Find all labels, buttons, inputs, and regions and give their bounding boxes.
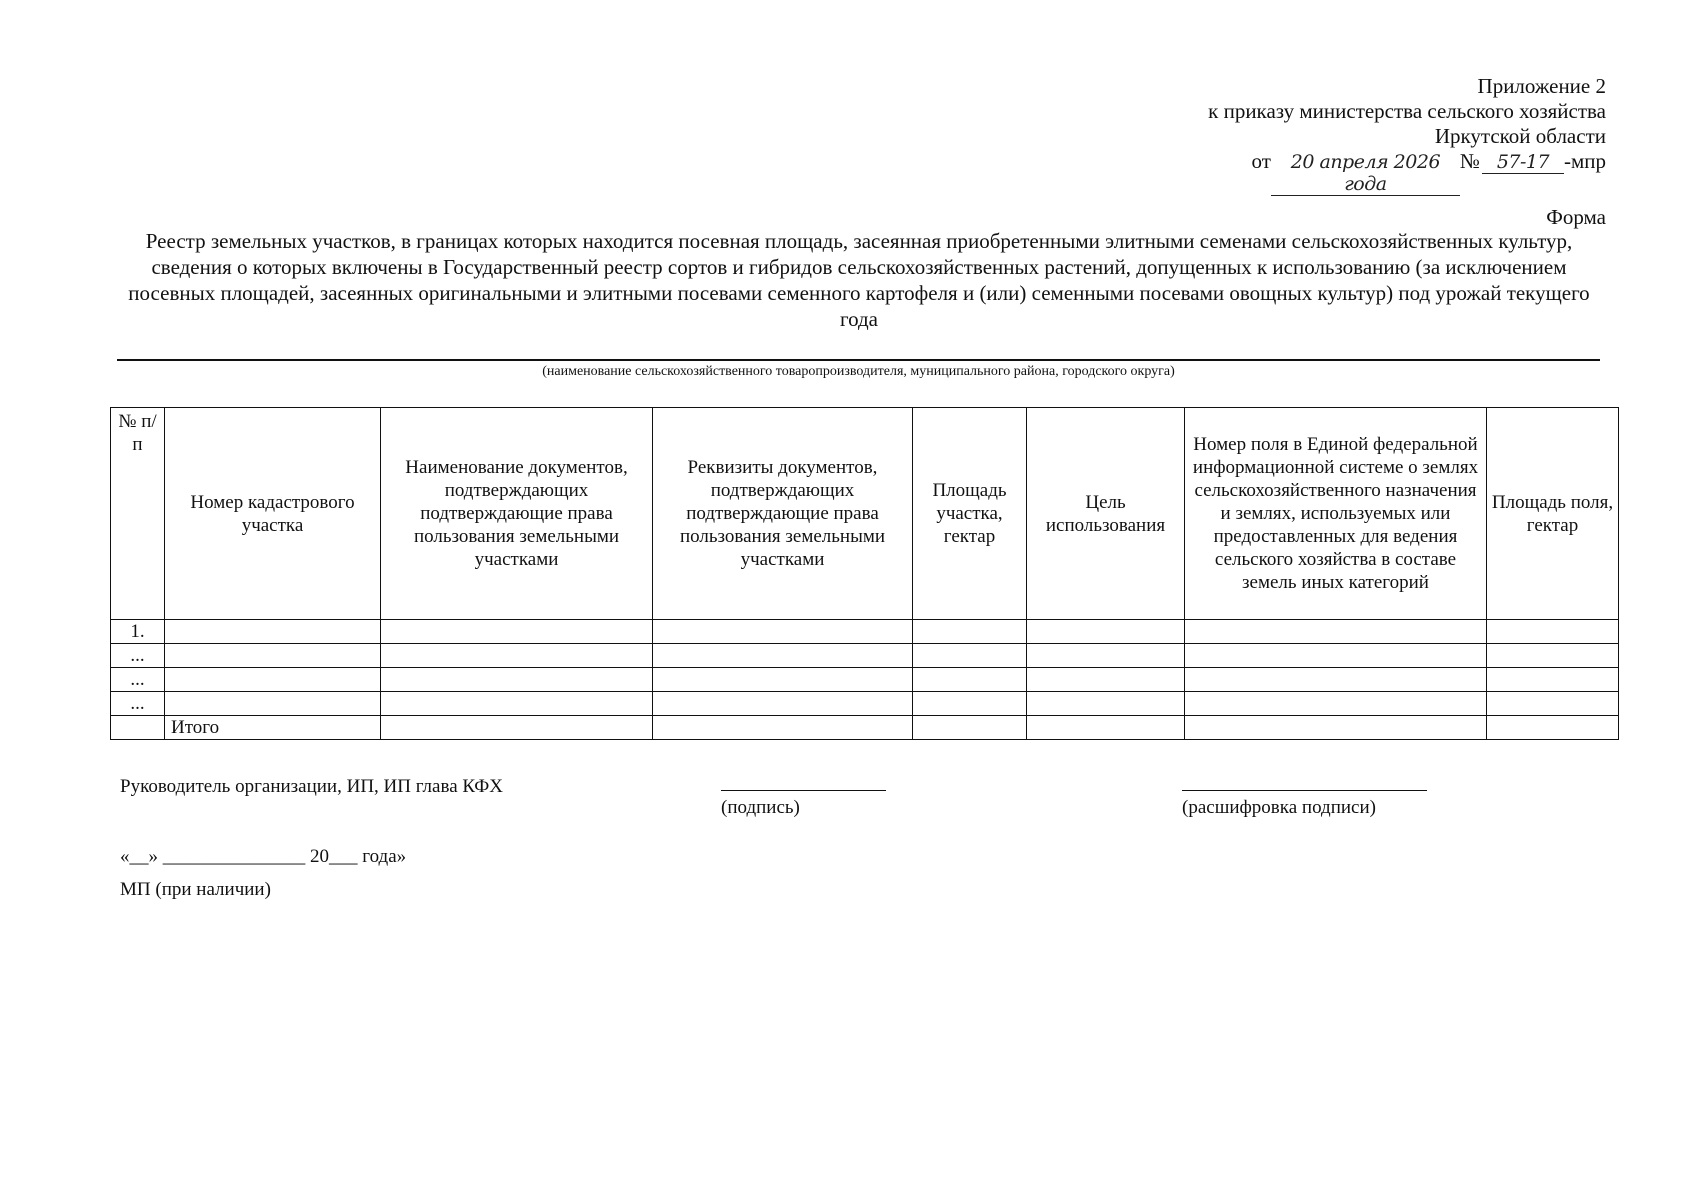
table-total-row — [111, 716, 1619, 740]
table-cell[interactable] — [913, 620, 1027, 644]
order-prefix: от — [1251, 149, 1271, 173]
table-cell[interactable] — [381, 668, 653, 692]
signer-role: Руководитель организации, ИП, ИП глава КФХ — [120, 776, 503, 797]
table-cell[interactable] — [165, 644, 381, 668]
order-number-sign: № — [1459, 149, 1480, 173]
table-cell[interactable] — [381, 620, 653, 644]
order-suffix: -мпр — [1563, 149, 1606, 173]
sign-date-line: «__» _______________ 20___ года» — [120, 846, 407, 867]
table-cell[interactable] — [1487, 716, 1619, 740]
signature-decode-caption: (расшифровка подписи) — [1182, 797, 1376, 818]
table-cell[interactable] — [1185, 668, 1487, 692]
header-document-details: Реквизиты документов, подтверждающих подтверждающие права пользования земельными участками — [653, 408, 913, 620]
table-cell[interactable] — [165, 692, 381, 716]
table-cell[interactable] — [653, 692, 913, 716]
registry-table — [110, 407, 1619, 740]
table-cell[interactable] — [1185, 620, 1487, 644]
table-cell[interactable] — [381, 692, 653, 716]
table-cell[interactable] — [913, 668, 1027, 692]
document-title: Реестр земельных участков, в границах которых находится посевная площадь, засеянная приобретенными элитными семенами сельскохозяйственных культур, сведения о которых включены в Государственный реестр сортов и гибридов сельскохозяйственных растений, допущенных к использованию (за исключением посевных площадей, засеянных оригинальными и элитными посевами семенного картофеля и (или) семенными посевами овощных культур) под урожай текущего года — [128, 229, 1590, 331]
table-cell[interactable] — [1027, 692, 1185, 716]
table-cell[interactable] — [1487, 668, 1619, 692]
row-index: 1. — [111, 620, 165, 644]
table-cell[interactable] — [653, 716, 913, 740]
table-cell[interactable] — [653, 620, 913, 644]
table-row — [111, 668, 1619, 692]
table-cell[interactable] — [1487, 644, 1619, 668]
header-purpose: Цель использования — [1027, 408, 1185, 620]
stamp-note: МП (при наличии) — [120, 879, 271, 900]
order-date-handwritten: 20 апреля 2026 года — [1271, 151, 1460, 196]
table-cell[interactable] — [1487, 620, 1619, 644]
header-field-area: Площадь поля, гектар — [1487, 408, 1619, 620]
table-cell[interactable] — [913, 644, 1027, 668]
table-cell[interactable] — [1027, 644, 1185, 668]
table-cell[interactable] — [1027, 668, 1185, 692]
producer-name-line — [117, 359, 1600, 361]
table-cell[interactable] — [381, 644, 653, 668]
order-date-number — [1208, 149, 1606, 196]
table-cell[interactable] — [1487, 692, 1619, 716]
row-index: ... — [111, 692, 165, 716]
producer-caption: (наименование сельскохозяйственного товаропроизводителя, муниципального района, городского округа) — [542, 364, 1175, 379]
header-cadastral-number: Номер кадастрового участка — [165, 408, 381, 620]
header-number: № п/п — [111, 408, 165, 620]
table-cell[interactable] — [913, 716, 1027, 740]
total-index-cell — [111, 716, 165, 740]
table-cell[interactable] — [1185, 644, 1487, 668]
form-label: Форма — [1546, 205, 1606, 229]
table-cell[interactable] — [381, 716, 653, 740]
table-cell[interactable] — [1027, 620, 1185, 644]
table-cell[interactable] — [1027, 716, 1185, 740]
appendix-line3: Иркутской области — [1434, 124, 1606, 148]
signature-field[interactable] — [721, 790, 886, 818]
row-index: ... — [111, 644, 165, 668]
table-row — [111, 644, 1619, 668]
order-number-handwritten: 57-17 — [1482, 151, 1564, 174]
signature-decode-field[interactable] — [1182, 790, 1427, 818]
header-document-names: Наименование документов, подтверждающих подтверждающие права пользования земельными участками — [381, 408, 653, 620]
row-index: ... — [111, 668, 165, 692]
table-cell[interactable] — [165, 620, 381, 644]
appendix-header — [1208, 74, 1606, 196]
total-label: Итого — [165, 716, 381, 740]
appendix-line1: Приложение 2 — [1477, 74, 1606, 98]
table-cell[interactable] — [1185, 692, 1487, 716]
header-plot-area: Площадь участка, гектар — [913, 408, 1027, 620]
table-cell[interactable] — [653, 644, 913, 668]
table-row — [111, 692, 1619, 716]
table-cell[interactable] — [913, 692, 1027, 716]
table-header-row — [111, 408, 1619, 620]
table-cell[interactable] — [165, 668, 381, 692]
signature-caption: (подпись) — [721, 797, 800, 818]
appendix-line2: к приказу министерства сельского хозяйства — [1208, 99, 1606, 123]
table-cell[interactable] — [653, 668, 913, 692]
header-field-number: Номер поля в Единой федеральной информационной системе о землях сельскохозяйственного назначения и землях, используемых или предоставленных для ведения сельского хозяйства в составе земель иных категорий — [1185, 408, 1487, 620]
table-cell[interactable] — [1185, 716, 1487, 740]
table-row — [111, 620, 1619, 644]
